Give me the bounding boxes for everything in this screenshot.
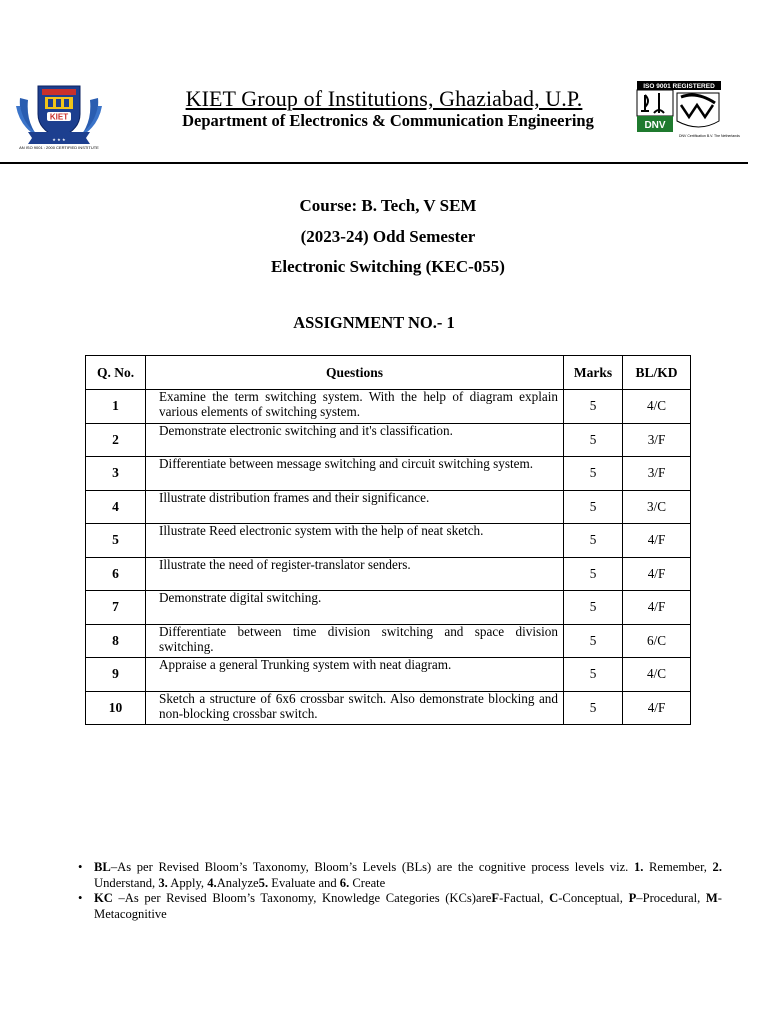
question-marks: 5 — [564, 457, 623, 491]
question-blkd: 4/F — [623, 691, 691, 725]
table-header-row — [86, 356, 691, 390]
assignment-title: ASSIGNMENT NO.- 1 — [293, 313, 455, 332]
institution-title: KIET Group of Institutions, Ghaziabad, U.P. — [185, 86, 583, 111]
note-text: 2. — [712, 860, 722, 874]
table-row — [86, 423, 691, 457]
svg-text:DNV: DNV — [644, 120, 666, 131]
question-number: 7 — [86, 591, 146, 625]
question-number: 1 — [86, 390, 146, 424]
question-number: 8 — [86, 624, 146, 658]
question-blkd: 4/F — [623, 524, 691, 558]
note-text: C — [549, 891, 559, 905]
table-row — [86, 691, 691, 725]
note-text: 6. — [339, 875, 350, 890]
question-number: 2 — [86, 423, 146, 457]
question-blkd: 6/C — [623, 624, 691, 658]
notes-list — [78, 860, 722, 922]
table-row — [86, 591, 691, 625]
question-marks: 5 — [564, 524, 623, 558]
questions-table — [85, 355, 691, 725]
department-name: Department of Electronics & Communication Engineering — [182, 111, 594, 130]
question-blkd: 4/F — [623, 591, 691, 625]
question-text: Differentiate between time division switching and space division switching. — [159, 623, 558, 654]
question-marks: 5 — [564, 390, 623, 424]
question-blkd: 4/C — [623, 390, 691, 424]
note-text: P — [628, 891, 637, 905]
question-marks: 5 — [564, 624, 623, 658]
question-number: 5 — [86, 524, 146, 558]
note-text: –As per Revised Bloom’s Taxonomy, Bloom’s Levels (BLs) are the cognitive process levels viz. — [110, 860, 634, 874]
note-text: F — [491, 891, 500, 905]
question-text: Sketch a structure of 6x6 crossbar switch. Also demonstrate blocking and non-blocking crossbar switch. — [159, 690, 558, 721]
note-text: –As per Revised Bloom’s Taxonomy, Knowledge Categories (KCs)are — [112, 891, 492, 905]
question-number: 10 — [86, 691, 146, 725]
question-number: 3 — [86, 457, 146, 491]
svg-text:★ ★ ★: ★ ★ ★ — [52, 137, 66, 142]
header-qno: Q. No. — [86, 356, 146, 390]
note-text: -Metacognitive — [94, 891, 722, 921]
note-lead: KC — [94, 891, 113, 905]
question-blkd: 3/F — [623, 457, 691, 491]
table-row — [86, 490, 691, 524]
note-text: Evaluate and — [268, 875, 340, 890]
question-number: 4 — [86, 490, 146, 524]
table-row — [86, 557, 691, 591]
question-marks: 5 — [564, 591, 623, 625]
header-divider — [0, 162, 748, 164]
question-blkd: 3/C — [623, 490, 691, 524]
note-text: –Procedural, — [636, 891, 706, 905]
note-text: M — [705, 891, 718, 905]
header-blkd: BL/KD — [623, 356, 691, 390]
question-marks: 5 — [564, 691, 623, 725]
header-marks: Marks — [564, 356, 623, 390]
note-lead: BL — [94, 860, 111, 874]
note-text: 3. — [158, 875, 168, 890]
note-item — [78, 891, 722, 922]
semester-line: (2023-24) Odd Semester — [300, 227, 476, 246]
note-text: 1. — [633, 860, 644, 874]
question-marks: 5 — [564, 557, 623, 591]
question-text: Illustrate Reed electronic system with the help of neat sketch. — [159, 523, 484, 538]
question-blkd: 3/F — [623, 423, 691, 457]
course-line: Course: B. Tech, V SEM — [299, 196, 477, 215]
note-text: 4. — [207, 875, 217, 890]
table-row — [86, 457, 691, 491]
question-text: Demonstrate electronic switching and it's classification. — [159, 422, 453, 438]
svg-text:DNV Certification B.V. The Net: DNV Certification B.V. The Netherlands — [679, 134, 740, 138]
table-row — [86, 624, 691, 658]
question-number: 6 — [86, 557, 146, 591]
question-text: Demonstrate digital switching. — [159, 590, 322, 605]
table-row — [86, 658, 691, 692]
note-text: Understand, — [94, 875, 159, 890]
note-text: Apply, — [167, 875, 208, 890]
note-text: Create — [349, 875, 386, 890]
note-text: -Conceptual, — [558, 891, 629, 905]
question-text: Illustrate the need of register-translator senders. — [159, 556, 411, 572]
note-text: -Factual, — [499, 891, 550, 905]
subject-line: Electronic Switching (KEC-055) — [271, 257, 505, 276]
question-text: Appraise a general Trunking system with neat diagram. — [159, 657, 452, 672]
header-questions: Questions — [146, 356, 564, 390]
note-text: 5. — [258, 875, 269, 890]
table-row — [86, 524, 691, 558]
question-marks: 5 — [564, 490, 623, 524]
svg-text:AN ISO 9001 : 2000 CERTIFIED I: AN ISO 9001 : 2000 CERTIFIED INSTITUTE — [19, 145, 99, 150]
question-number: 9 — [86, 658, 146, 692]
svg-text:ISO 9001 REGISTERED: ISO 9001 REGISTERED — [643, 83, 715, 90]
note-text: Analyze — [216, 875, 259, 890]
table-row — [86, 390, 691, 424]
question-marks: 5 — [564, 658, 623, 692]
svg-text:KIET: KIET — [49, 112, 69, 122]
question-marks: 5 — [564, 423, 623, 457]
question-text: Differentiate between message switching and circuit switching system. — [159, 456, 534, 471]
question-blkd: 4/F — [623, 557, 691, 591]
question-text: Examine the term switching system. With the help of diagram explain various elements of switching system. — [159, 389, 558, 419]
question-blkd: 4/C — [623, 658, 691, 692]
question-text: Illustrate distribution frames and their significance. — [159, 489, 430, 505]
note-text: Remember, — [643, 860, 713, 874]
note-item — [78, 860, 722, 891]
